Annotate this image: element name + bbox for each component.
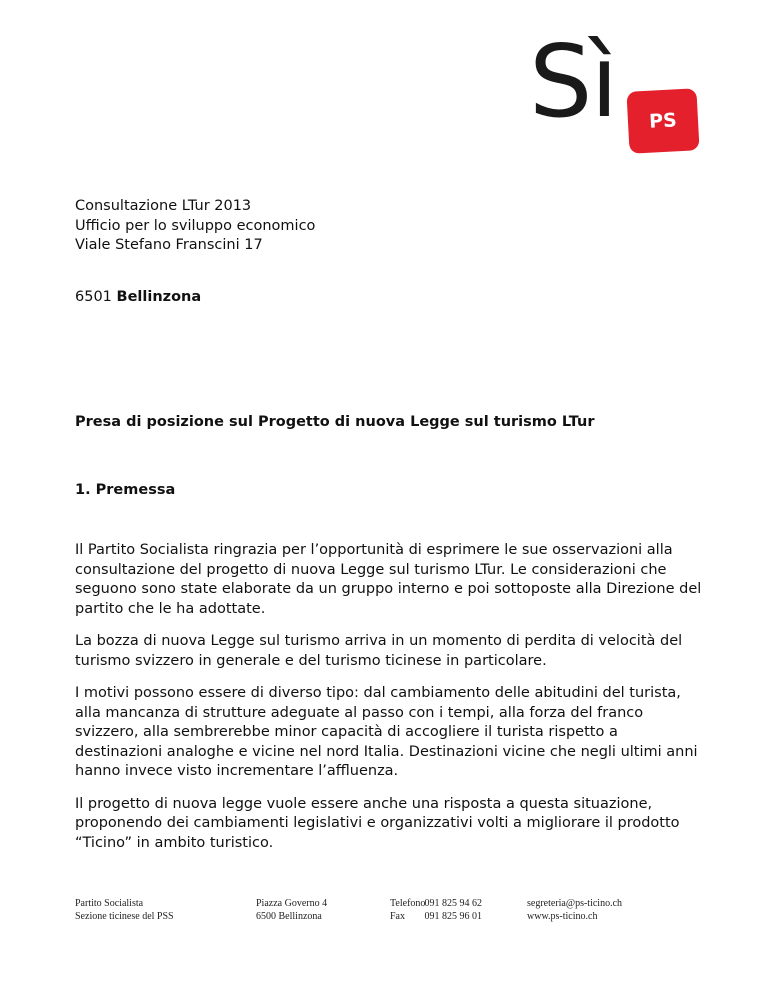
text-line: hanno invece visto incrementare l’affluenza. (75, 763, 399, 779)
footer-contacts (390, 897, 482, 923)
body-text (75, 541, 715, 866)
paragraph (75, 541, 715, 619)
address-line: Viale Stefano Franscini 17 (75, 237, 263, 253)
phone-label: Telefono (390, 898, 426, 909)
footer-street: Piazza Governo 4 (256, 898, 328, 909)
text-line: Il progetto di nuova legge vuole essere anche una risposta a questa situazione, (75, 795, 653, 812)
address-line: Consultazione LTur 2013 (75, 198, 252, 214)
party-logo (529, 22, 699, 157)
recipient-address (75, 197, 315, 256)
document-title: Presa di posizione sul Progetto di nuova Legge sul turismo LTur (75, 414, 595, 430)
recipient-city-line (75, 288, 201, 307)
logo-ps-badge: PS (626, 88, 699, 154)
text-line: turismo svizzero in generale e del turismo ticinese in particolare. (75, 652, 547, 669)
text-line: consultazione del progetto di nuova Legge sul turismo LTur. Le considerazioni che (75, 561, 667, 578)
footer-org-name: Partito Socialista (75, 898, 144, 909)
text-line: alla mancanza di strutture adeguate al passo con i tempi, alla forza del franco (75, 704, 644, 721)
footer-website[interactable]: www.ps-ticino.ch (527, 911, 598, 922)
text-line: seguono sono state elaborate da un gruppo interno e poi sottoposte alla Direzione del (75, 581, 702, 597)
page-footer (75, 897, 715, 927)
paragraph (75, 684, 715, 782)
footer-org-section: Sezione ticinese del PSS (75, 911, 174, 922)
city: Bellinzona (116, 289, 202, 305)
text-line: I motivi possono essere di diverso tipo: dal cambiamento delle abitudini del turista, (75, 685, 681, 701)
footer-city: 6500 Bellinzona (256, 911, 322, 922)
section-heading: 1. Premessa (75, 482, 176, 498)
text-line: partito che le ha adottate. (75, 600, 266, 617)
footer-org (75, 897, 174, 923)
text-line: destinazioni analoghe e vicine nel nord Italia. Destinazioni vicine che negli ultimi anni (75, 743, 698, 760)
text-line: La bozza di nuova Legge sul turismo arriva in un momento di perdita di velocità del (75, 633, 683, 649)
footer-address (256, 897, 327, 923)
footer-email[interactable]: segreteria@ps-ticino.ch (527, 898, 623, 909)
text-line: svizzero, alla sembrerebbe minor capacità di accogliere il turista rispetto a (75, 724, 618, 740)
address-line: Ufficio per lo sviluppo economico (75, 217, 316, 234)
paragraph (75, 632, 715, 671)
paragraph (75, 795, 715, 854)
postcode: 6501 (75, 289, 112, 305)
logo-si-text: Sì (529, 23, 617, 140)
phone-number: 091 825 94 62 (424, 898, 482, 909)
fax-label: Fax (390, 911, 405, 922)
text-line: Il Partito Socialista ringrazia per l’opportunità di esprimere le sue osservazioni alla (75, 542, 673, 558)
fax-number: 091 825 96 01 (424, 911, 482, 922)
footer-online (527, 897, 622, 923)
text-line: “Ticino” in ambito turistico. (75, 834, 274, 851)
text-line: proponendo dei cambiamenti legislativi e organizzativi volti a migliorare il prodotto (75, 815, 680, 831)
